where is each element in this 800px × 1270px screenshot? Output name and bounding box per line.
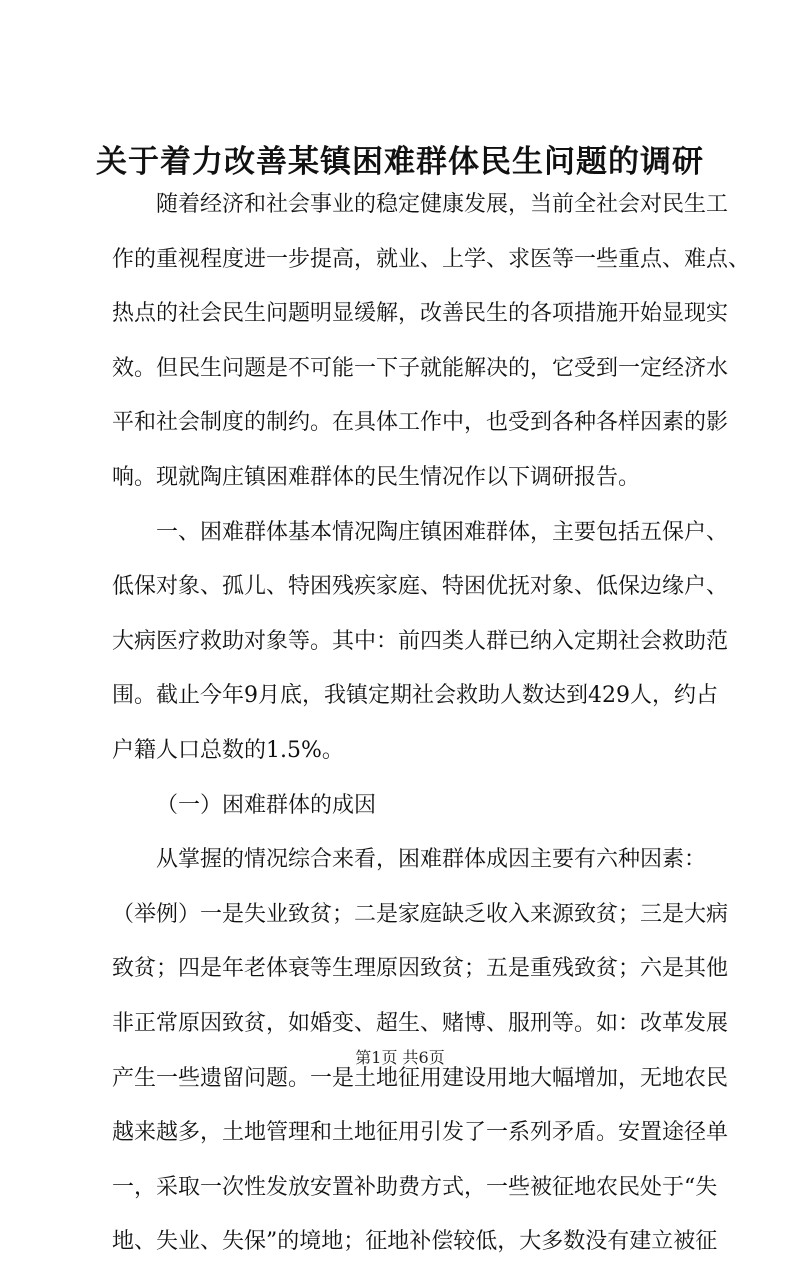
paragraph-line: 围。截止今年9月底，我镇定期社会救助人数达到429人，约占 [112, 683, 718, 709]
paragraph-line: 作的重视程度进一步提高，就业、上学、求医等一些重点、难点、 [112, 246, 751, 272]
section-heading: （一）困难群体的成因 [156, 792, 377, 818]
paragraph-line: 一、困难群体基本情况陶庄镇困难群体，主要包括五保户、 [156, 519, 729, 545]
paragraph-line: 户籍人口总数的1.5%。 [112, 737, 344, 763]
paragraph-line: 地、失业、失保”的境地；征地补偿较低，大多数没有建立被征 [112, 1229, 718, 1255]
document-body [112, 178, 751, 1270]
paragraph-line: 非正常原因致贫，如婚变、超生、赌博、服刑等。如：改革发展 [112, 1010, 729, 1036]
paragraph-line: 产生一些遗留问题。一是土地征用建设用地大幅增加，无地农民 [112, 1065, 729, 1091]
paragraph-line: 平和社会制度的制约。在具体工作中，也受到各种各样因素的影 [112, 410, 729, 436]
paragraph-line: 低保对象、孤儿、特困残疾家庭、特困优抚对象、低保边缘户、 [112, 574, 729, 600]
paragraph-line: 热点的社会民生问题明显缓解，改善民生的各项措施开始显现实 [112, 301, 729, 327]
paragraph-line: 越来越多，土地管理和土地征用引发了一系列矛盾。安置途径单 [112, 1120, 729, 1146]
paragraph-line: 大病医疗救助对象等。其中：前四类人群已纳入定期社会救助范 [112, 628, 729, 654]
page-number-footer: 第1页 共6页 [355, 1048, 445, 1067]
paragraph-line: 随着经济和社会事业的稳定健康发展，当前全社会对民生工 [156, 192, 729, 217]
paragraph-line: 一，采取一次性发放安置补助费方式，一些被征地农民处于“失 [112, 1174, 718, 1200]
paragraph-line: 致贫；四是年老体衰等生理原因致贫；五是重残致贫；六是其他 [112, 956, 729, 982]
paragraph-line: 从掌握的情况综合来看，困难群体成因主要有六种因素： [156, 847, 707, 873]
document-title: 关于着力改善某镇困难群体民生问题的调研 [96, 144, 704, 180]
paragraph-line: 响。现就陶庄镇困难群体的民生情况作以下调研报告。 [112, 464, 641, 490]
paragraph-line: （举例）一是失业致贫；二是家庭缺乏收入来源致贫；三是大病 [112, 901, 729, 927]
paragraph-line: 效。但民生问题是不可能一下子就能解决的，它受到一定经济水 [112, 355, 729, 381]
